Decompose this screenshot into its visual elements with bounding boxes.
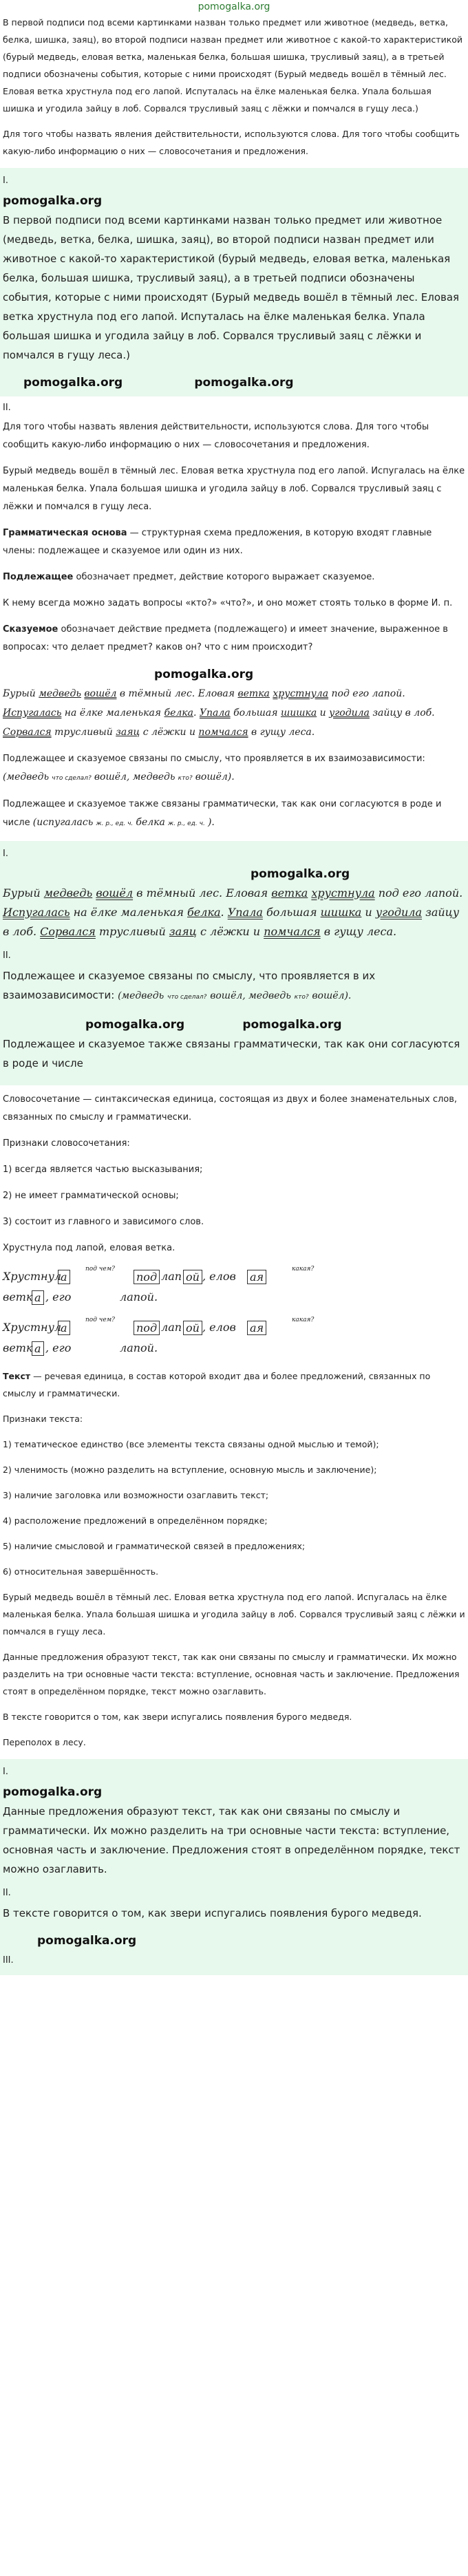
section-number: I. <box>3 849 8 859</box>
text-feature-5: 5) наличие смысловой и грамматической связей в предложениях; <box>3 1541 306 1551</box>
subject-question-note: К нему всегда можно задать вопросы «кто?» «что?», и оно может стоять только в форме И. п. <box>3 598 453 608</box>
answer-block-3 <box>0 1759 468 1975</box>
definition-phrase: Словосочетание — синтаксическая единица, состоящая из двух и более знаменательных слов, связанных по смыслу и грамматически. <box>3 1094 458 1122</box>
answer-paragraph: В первой подписи под всеми картинками назван только предмет или животное (медведь, ветка, белка, шишка, заяц), во второй подписи назван предмет или животное с какой-то характеристикой (бурый медведь, еловая ветка, маленькая белка, большая шишка, трусливый заяц), а в третьей подписи обозначены события, которые с ними происходят (Бурый медведь вошёл в тёмный лес. Еловая ветка хрустнула под его лапой. Испуталась на ёлке маленькая белка. Упала большая шишка и угодила зайцу в лоб. Сорвался трусливый заяц с лёжки и помчался в гущу леса.) <box>3 214 460 361</box>
watermark: pomogalka.org <box>3 1785 103 1799</box>
text-title: Переполох в лесу. <box>3 1737 86 1747</box>
definition-text: Текст — речевая единица, в состав которой входит два и более предложений, связанных по смыслу и грамматически. <box>3 1371 431 1398</box>
marked-sentences-2: Бурый медведь вошёл в тёмный лес. Еловая ветка хрустнула под его лапой. Испугалась на ёлке маленькая белка. Упала большая шишка и угодила зайцу в лоб. Сорвался трусливый заяц с лёжки и помчался в гущу леса. <box>3 886 463 938</box>
answer-paragraph-2: Для того чтобы назвать явления действительности, используются слова. Для того чтобы сообщить какую-либо информацию о них — словосочетания и предложения. <box>3 422 429 450</box>
definition-subject: Подлежащее обозначает предмет, действие которого выражает сказуемое. <box>3 572 375 582</box>
answer-block-1 <box>0 168 468 396</box>
section-number: I. <box>3 1767 8 1777</box>
text-topic: В тексте говорится о том, как звери испугались появления бурого медведя. <box>3 1712 352 1722</box>
site-watermark-top: pomogalka.org <box>198 1 270 12</box>
watermark: pomogalka.org <box>23 376 123 390</box>
watermark: pomogalka.org <box>154 668 254 681</box>
text-features-title: Признаки текста: <box>3 1414 83 1424</box>
phrase-diagram-1: Хрустнул а под чем? под лап ой , елов ая какая? ветк а , его лапой. <box>3 1266 315 1304</box>
phrase-features-title: Признаки словосочетания: <box>3 1138 130 1149</box>
section-number: II. <box>3 1888 11 1898</box>
relation-meaning-answer: Подлежащее и сказуемое связаны по смыслу, что проявляется в их взаимозависимости: (медведь что сделал? вошёл, медведь кто? вошёл). <box>3 970 376 1001</box>
definition-basis: Грамматическая основа — структурная схема предложения, в которую входят главные члены: подлежащее и сказуемое или один из них. <box>3 528 432 556</box>
example-text: Бурый медведь вошёл в тёмный лес. Еловая ветка хрустнула под его лапой. Испугалась на ёлке маленькая белка. Упала большая шишка и угодила зайцу в лоб. Сорвался трусливый заяц с лёжки и помчался в гущу леса. <box>3 466 465 512</box>
text-feature-3: 3) наличие заголовка или возможности озаглавить текст; <box>3 1490 269 1500</box>
term: Сказуемое <box>3 624 58 635</box>
section-number: I. <box>3 175 8 186</box>
term: Грамматическая основа <box>3 528 127 538</box>
text-analysis-answer: Данные предложения образуют текст, так как они связаны по смыслу и грамматически. Их можно разделить на три основные части текста: вступление, основная часть и заключение. Предложения стоят в определённом порядке, текст можно озаглавить. <box>3 1805 460 1875</box>
watermark: pomogalka.org <box>251 867 350 881</box>
watermark: pomogalka.org <box>85 1018 185 1032</box>
watermark: pomogalka.org <box>194 376 294 390</box>
phrase-feature-1: 1) всегда является частью высказывания; <box>3 1164 203 1175</box>
text-feature-6: 6) относительная завершённость. <box>3 1566 159 1577</box>
text-topic-answer: В тексте говорится о том, как звери испугались появления бурого медведя. <box>3 1907 422 1919</box>
example-text-2: Бурый медведь вошёл в тёмный лес. Еловая ветка хрустнула под его лапой. Испугалась на ёлке маленькая белка. Упала большая шишка и угодила зайцу в лоб. Сорвался трусливый заяц с лёжки и помчался в гущу леса. <box>3 1592 465 1637</box>
phrase-diagram-2: Хрустнул а под чем? под лап ой , елов ая какая? ветк а , его лапой. <box>3 1317 315 1355</box>
watermark: pomogalka.org <box>242 1018 342 1032</box>
relation-grammar: Подлежащее и сказуемое также связаны грамматически, так как они согласуются в роде и числе (испугалась ж. р., ед. ч. белка ж. р., ед. ч. ). <box>3 799 442 828</box>
watermark: pomogalka.org <box>37 1934 137 1948</box>
phrase-feature-3: 3) состоит из главного и зависимого слов. <box>3 1217 204 1227</box>
watermark: pomogalka.org <box>3 194 103 208</box>
text-analysis: Данные предложения образуют текст, так как они связаны по смыслу и грамматически. Их можно разделить на три основные части текста: вступление, основная часть и заключение. Предложения стоят в определённом порядке, текст можно озаглавить. <box>3 1652 460 1696</box>
relation-grammar-answer: Подлежащее и сказуемое также связаны грамматически, так как они согласуются в роде и числе <box>3 1038 460 1069</box>
phrase-feature-2: 2) не имеет грамматической основы; <box>3 1191 179 1201</box>
definition-predicate: Сказуемое обозначает действие предмета (подлежащего) и имеет значение, выраженное в вопросах: что делает предмет? каков он? что с ним происходит? <box>3 624 448 652</box>
term: Подлежащее <box>3 572 74 582</box>
text-feature-2: 2) членимость (можно разделить на вступление, основную мысль и заключение); <box>3 1465 377 1475</box>
term: Текст <box>3 1371 31 1381</box>
answer-block-2 <box>0 841 468 1085</box>
relation-meaning: Подлежащее и сказуемое связаны по смыслу, что проявляется в их взаимозависимости: (медведь что сделал? вошёл, медведь кто? вошёл). <box>3 754 425 783</box>
text-feature-1: 1) тематическое единство (все элементы текста связаны одной мыслью и темой); <box>3 1439 379 1449</box>
intro-paragraph-2: Для того чтобы назвать явления действительности, используются слова. Для того чтобы сообщить какую-либо информацию о них — словосочетания и предложения. <box>3 129 460 156</box>
text-feature-4: 4) расположение предложений в определённом порядке; <box>3 1515 268 1526</box>
phrase-example: Хрустнула под лапой, еловая ветка. <box>3 1243 176 1253</box>
section-number: III. <box>3 1955 14 1966</box>
marked-sentences-1: Бурый медведь вошёл в тёмный лес. Еловая ветка хрустнула под его лапой. Испугалась на ёлке маленькая белка. Упала большая шишка и угодила зайцу в лоб. Сорвался трусливый заяц с лёжки и помчался в гущу леса. <box>3 688 435 738</box>
intro-paragraph: В первой подписи под всеми картинками назван только предмет или животное (медведь, ветка, белка, шишка, заяц), во второй подписи назван предмет или животное с какой-то характеристикой (бурый медведь, еловая ветка, маленькая белка, большая шишка, трусливый заяц), а в третьей подписи обозначены события, которые с ними происходят (Бурый медведь вошёл в тёмный лес. Еловая ветка хрустнула под его лапой. Испуталась на ёлке маленькая белка. Упала большая шишка и угодила зайцу в лоб. Сорвался трусливый заяц с лёжки и помчался в гущу леса.) <box>3 17 463 114</box>
section-number: II. <box>3 950 11 961</box>
section-number: II. <box>3 403 11 413</box>
